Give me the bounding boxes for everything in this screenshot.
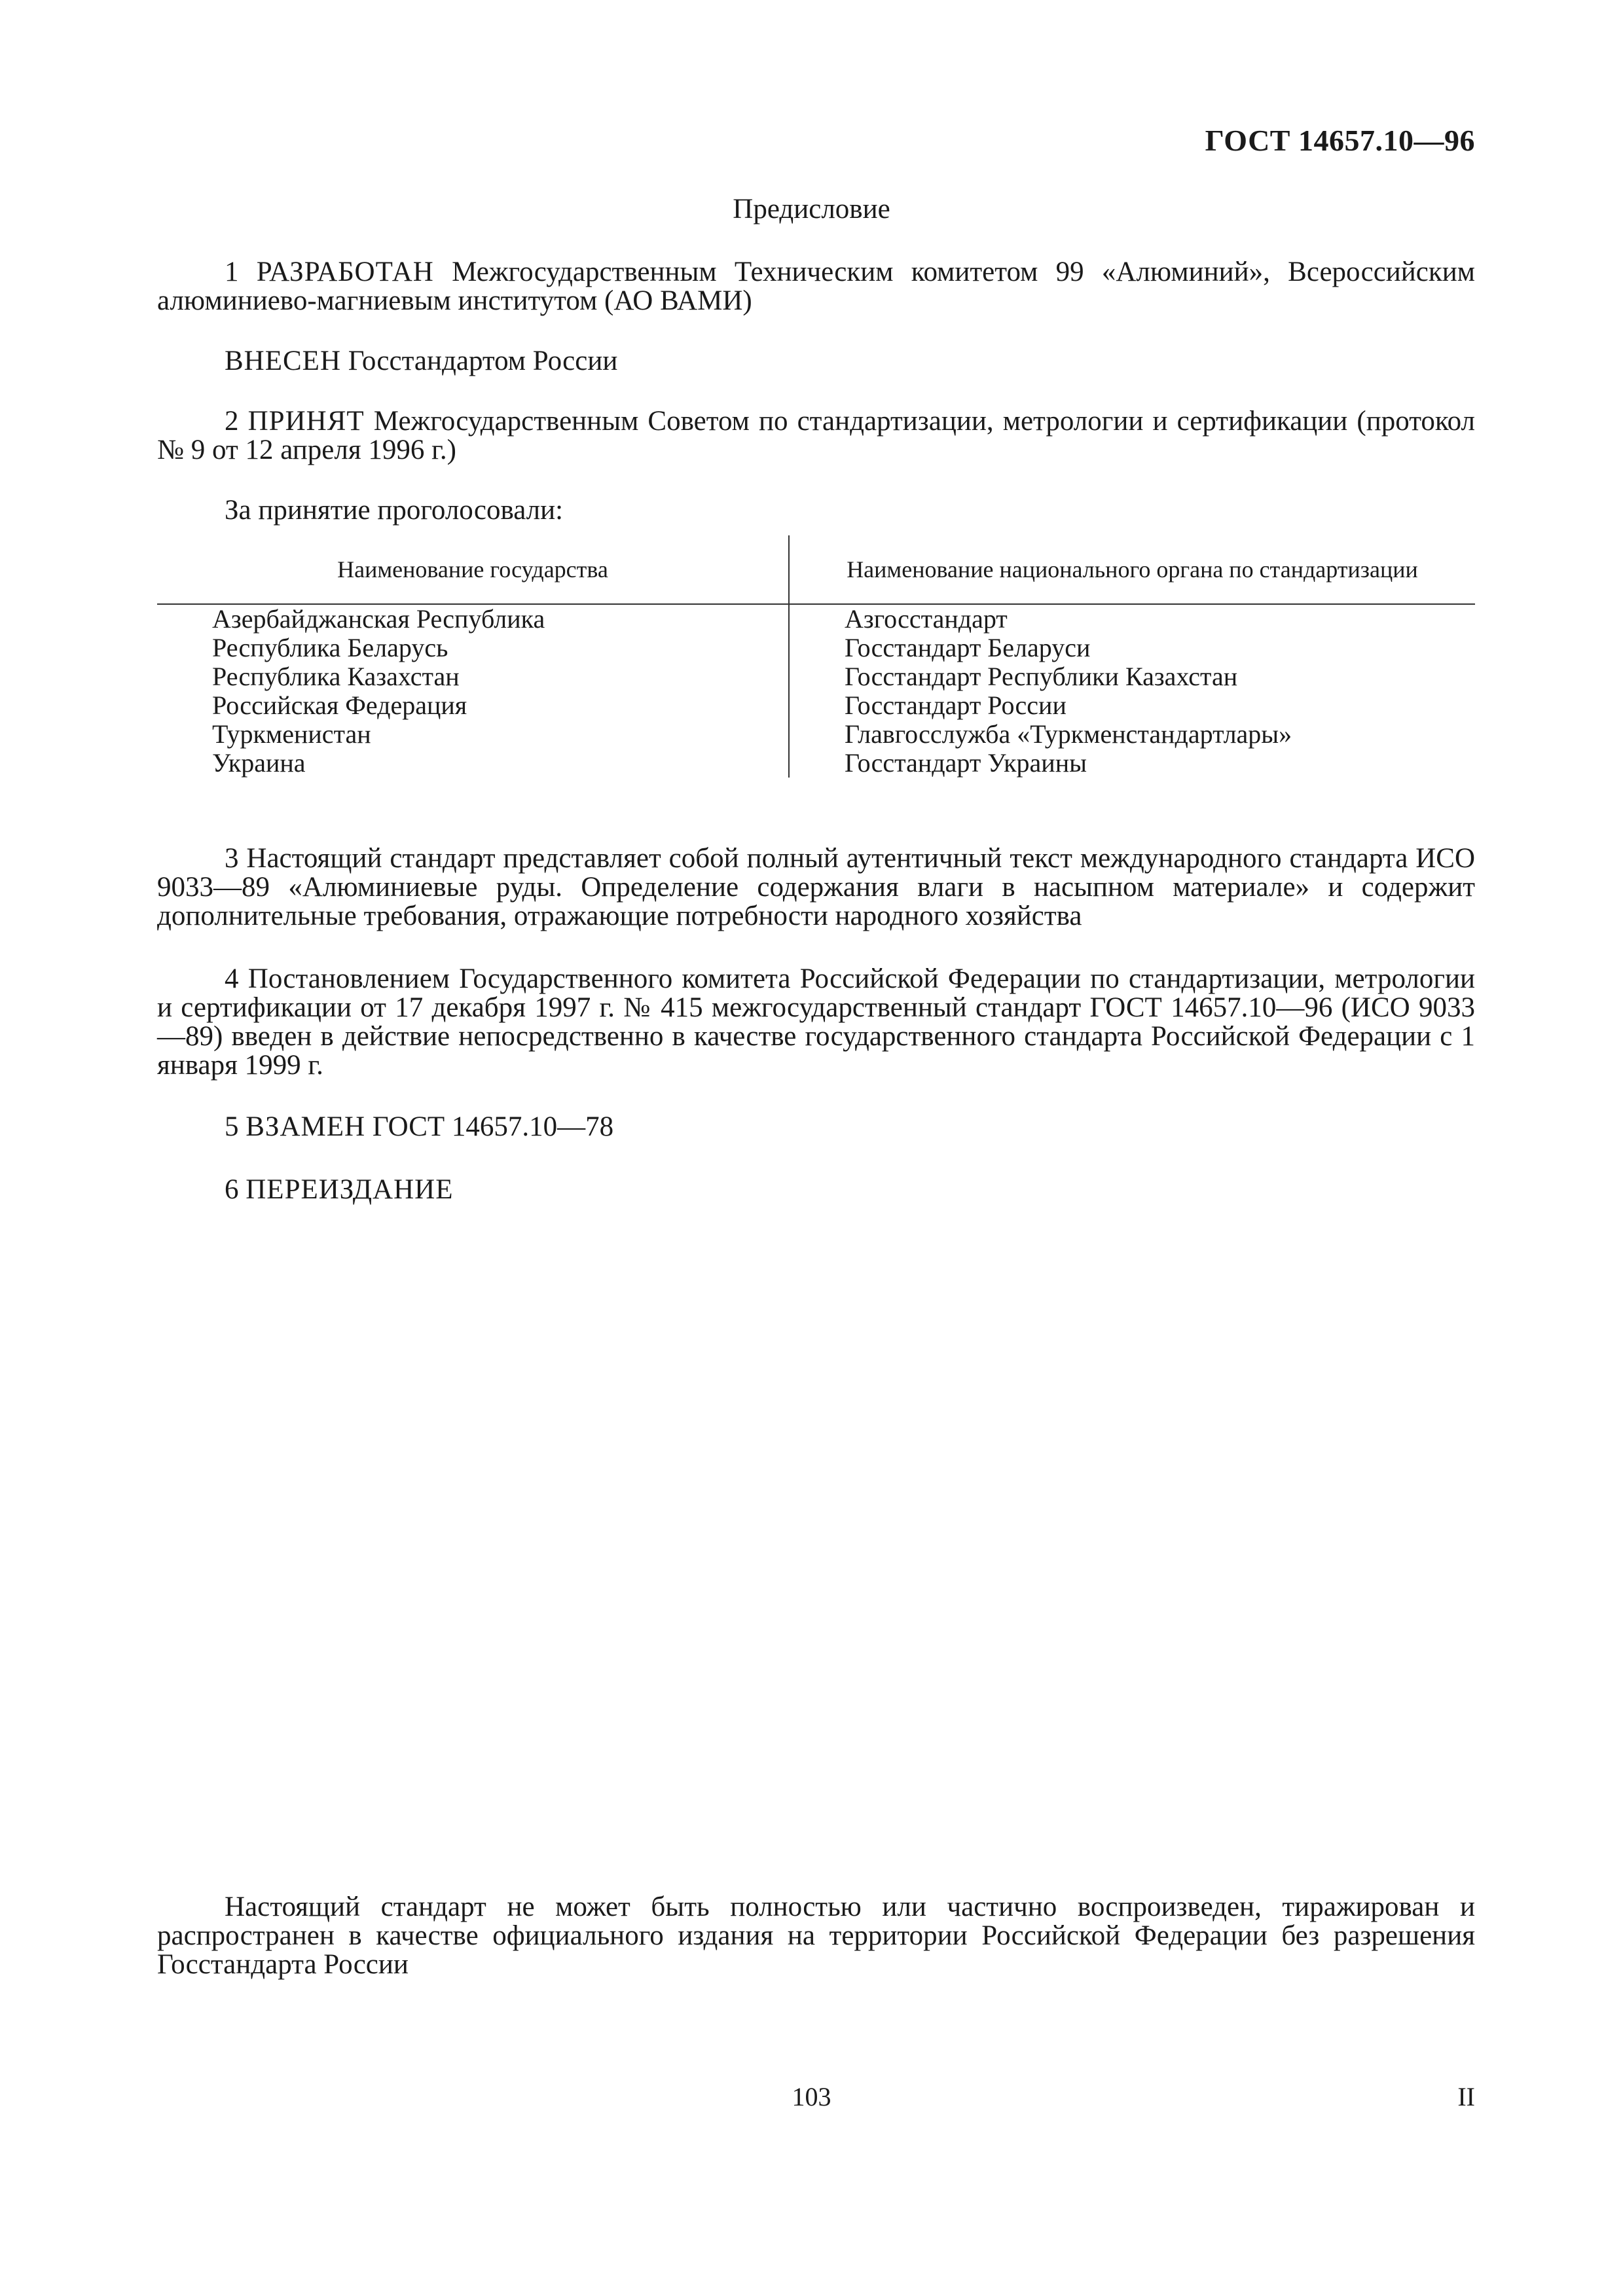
item-keyword: ПРИНЯТ: [247, 406, 365, 437]
item-keyword: ПЕРЕИЗДАНИЕ: [246, 1174, 454, 1205]
item-number: 6: [225, 1174, 239, 1205]
page-roman-numeral: II: [1457, 2082, 1475, 2111]
body-name: Госстандарт Украины: [845, 748, 1087, 778]
body-name: Главгосслужба «Туркменстандартлары»: [845, 719, 1292, 749]
table-body-row: [157, 604, 1475, 778]
item-keyword: ВЗАМЕН: [246, 1111, 366, 1142]
page-number: 103: [792, 2082, 831, 2111]
item-number: 5: [225, 1111, 239, 1142]
item-introduced: [225, 347, 617, 376]
column-header-body: Наименование национального органа по стандартизации: [789, 535, 1475, 604]
item-3-authentic-text: 3 Настоящий стандарт представляет собой полный аутентичный текст международного стандарта ИСО 9033—89 «Алюминиевые руды. Определение содержания влаги в насыпном материале» и содержит дополнительные требования, отражающие потребности народного хозяйства: [157, 843, 1475, 931]
item-keyword: РАЗРАБОТАН: [256, 257, 434, 287]
body-name: Госстандарт Республики Казахстан: [845, 662, 1238, 691]
item-5-replaces: [225, 1113, 613, 1141]
bodies-cell: [789, 604, 1475, 778]
item-number: 2: [225, 406, 239, 437]
state-name: Украина: [212, 748, 306, 778]
item-4-enactment: 4 Постановлением Государственного комитета Российской Федерации по стандартизации, метрологии и сертификации от 17 декабря 1997 г. № 415 межгосударственный стандарт ГОСТ 14657.10—96 (ИСО 9033—89) введен в действие непосредственно в качестве государственного стандарта Российской Федерации с 1 января 1999 г.: [157, 963, 1475, 1081]
table-header-row: [157, 535, 1475, 604]
body-name: Госстандарт России: [845, 691, 1067, 720]
section-title: Предисловие: [733, 194, 890, 224]
item-keyword: ВНЕСЕН: [225, 346, 341, 376]
item-6-reissue: [225, 1175, 453, 1204]
item-1-developed: [157, 258, 1475, 315]
column-header-state: Наименование государства: [157, 535, 789, 604]
item-text: Межгосударственным Советом по стандартизации, метрологии и сертификации (протокол № 9 от 12 апреля 1996 г.): [157, 406, 1476, 465]
item-number: 1: [225, 257, 239, 287]
item-text: Госстандартом России: [348, 346, 618, 376]
state-name: Российская Федерация: [212, 691, 467, 720]
voted-heading: За принятие проголосовали:: [225, 495, 564, 526]
item-text: Межгосударственным Техническим комитетом 99 «Алюминий», Всероссийским алюминиево-магниевым институтом (АО ВАМИ): [157, 257, 1476, 316]
state-name: Республика Беларусь: [212, 633, 448, 662]
state-name: Туркменистан: [212, 719, 371, 749]
state-name: Республика Казахстан: [212, 662, 460, 691]
body-name: Госстандарт Беларуси: [845, 633, 1091, 662]
voting-table: [157, 535, 1475, 778]
body-name: Азгосстандарт: [845, 604, 1008, 634]
document-code: ГОСТ 14657.10—96: [1205, 124, 1475, 157]
state-name: Азербайджанская Республика: [212, 604, 545, 634]
states-cell: [157, 604, 789, 778]
item-text: ГОСТ 14657.10—78: [372, 1111, 614, 1142]
item-2-adopted: [157, 407, 1475, 465]
copyright-notice: Настоящий стандарт не может быть полностью или частично воспроизведен, тиражирован и распространен в качестве официального издания на территории Российской Федерации без разрешения Госстандарта России: [157, 1892, 1475, 1980]
